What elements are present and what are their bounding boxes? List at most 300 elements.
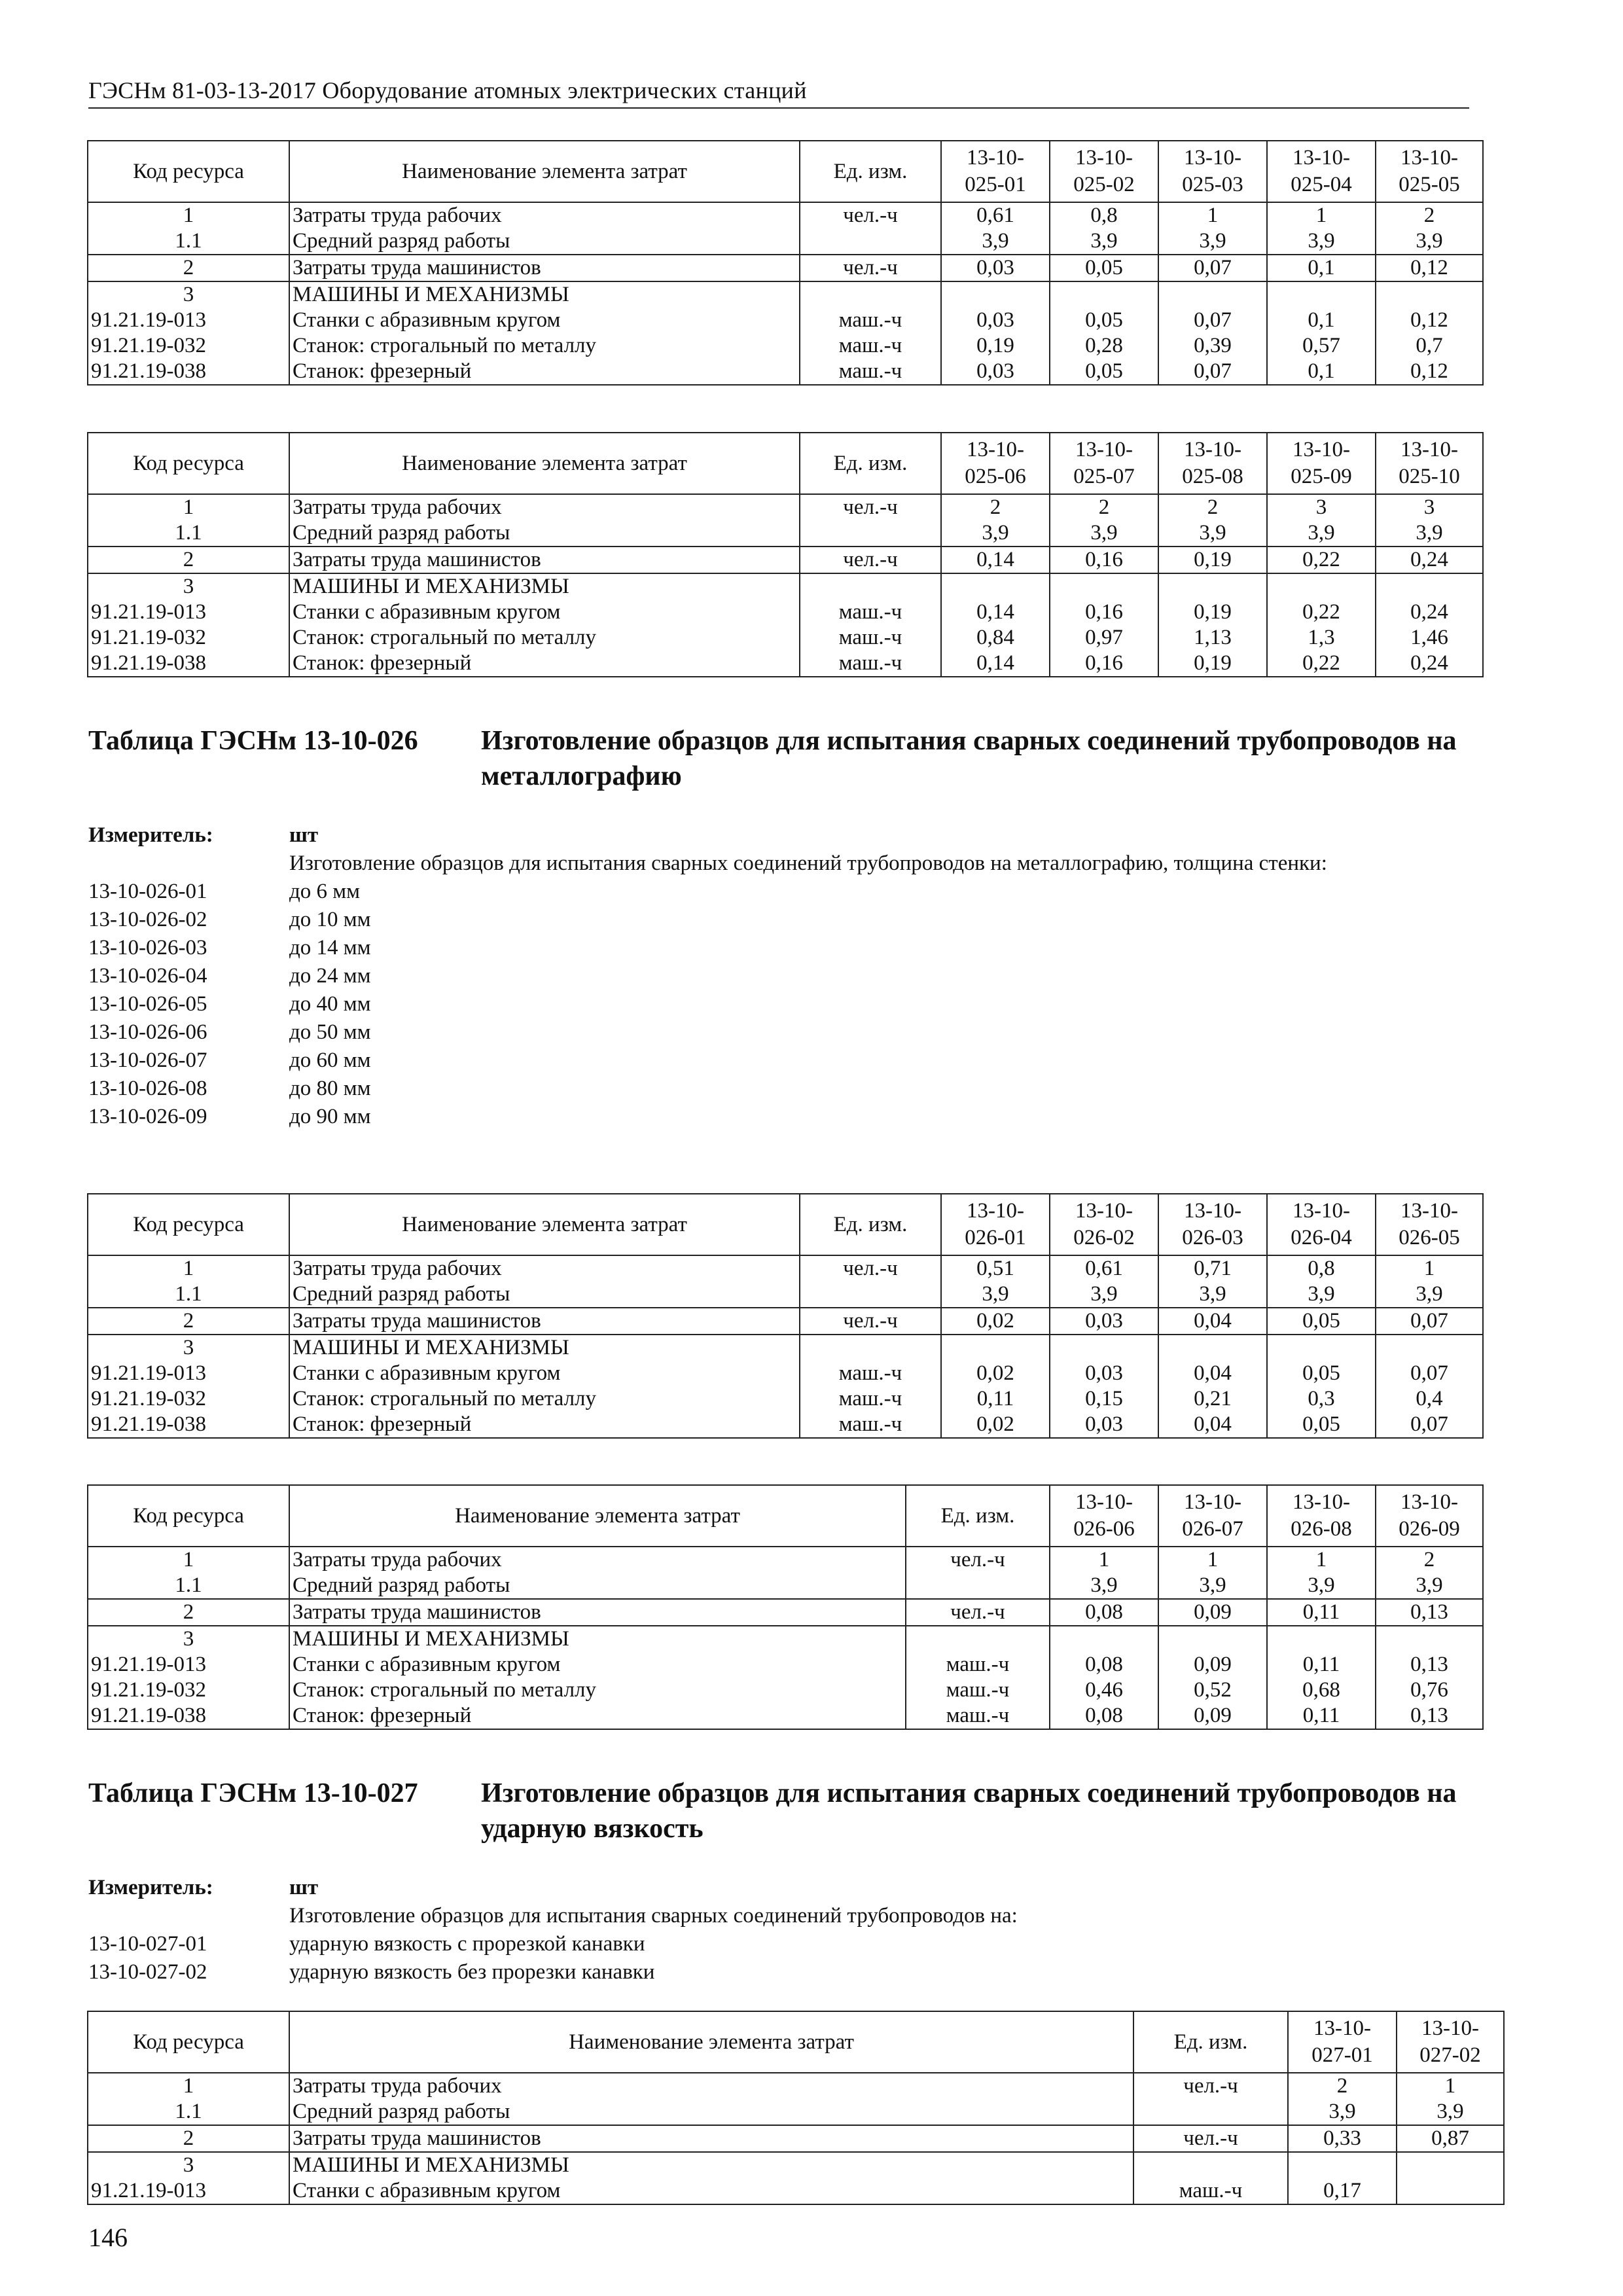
- resource-value: 0,03: [1050, 1361, 1158, 1386]
- table-title-027: [88, 1776, 1469, 1844]
- resource-value: 3,9: [1050, 1573, 1158, 1599]
- resource-name: Затраты труда рабочих: [289, 1255, 800, 1282]
- resource-name: Станки с абразивным кругом: [289, 1652, 906, 1677]
- resource-code: 3: [88, 1626, 289, 1652]
- meter-item-text: до 60 мм: [289, 1049, 371, 1072]
- meter-description: Изготовление образцов для испытания сварных соединений трубопроводов на металлографию, толщина стенки:: [289, 852, 1327, 875]
- header-rate-code: 13-10- 025-05: [1376, 141, 1483, 202]
- resource-value: 0,11: [1267, 1599, 1376, 1626]
- resource-code: 91.21.19-013: [88, 600, 289, 625]
- resource-unit: [906, 1626, 1050, 1652]
- table-row: [88, 1335, 1483, 1361]
- resource-value: 3,9: [1158, 1573, 1267, 1599]
- meter-item-code: 13-10-026-05: [88, 992, 207, 1016]
- resource-code: 3: [88, 1335, 289, 1361]
- meter-item-code: 13-10-026-07: [88, 1049, 207, 1072]
- resource-value: 0,02: [941, 1361, 1050, 1386]
- resource-value: 0,61: [1050, 1255, 1158, 1282]
- resource-value: 0,51: [941, 1255, 1050, 1282]
- resource-unit: маш.-ч: [800, 625, 941, 651]
- resource-value: 0,19: [1158, 600, 1267, 625]
- resource-name: Затраты труда машинистов: [289, 1599, 906, 1626]
- meter-value: шт: [289, 823, 319, 847]
- resource-value: [1267, 1626, 1376, 1652]
- resource-code: 1.1: [88, 1573, 289, 1599]
- resource-code: 2: [88, 1599, 289, 1626]
- resource-value: 0,05: [1050, 359, 1158, 385]
- resource-value: 0,03: [1050, 1308, 1158, 1335]
- resource-value: 3: [1376, 494, 1483, 520]
- header-rate-code: 13-10- 027-01: [1288, 2011, 1397, 2073]
- header-rate-code: 13-10- 026-04: [1267, 1194, 1376, 1255]
- header-unit: Ед. изм.: [800, 141, 941, 202]
- table-row: [88, 651, 1483, 677]
- resource-name: МАШИНЫ И МЕХАНИЗМЫ: [289, 573, 800, 600]
- resource-value: 0,05: [1267, 1412, 1376, 1438]
- resource-name: Станок: фрезерный: [289, 651, 800, 677]
- header-rate-code: 13-10- 025-06: [941, 433, 1050, 494]
- resource-value: 0,4: [1376, 1386, 1483, 1412]
- resource-code: 2: [88, 1308, 289, 1335]
- resource-code: 91.21.19-013: [88, 308, 289, 333]
- resource-value: 0,05: [1267, 1308, 1376, 1335]
- resource-value: 0,13: [1376, 1652, 1483, 1677]
- header-rate-code: 13-10- 026-06: [1050, 1485, 1158, 1547]
- header-rate-code: 13-10- 025-01: [941, 141, 1050, 202]
- resource-name: Станок: строгальный по металлу: [289, 1386, 800, 1412]
- resource-value: [941, 281, 1050, 308]
- resource-unit: [800, 1282, 941, 1308]
- resource-value: 0,08: [1050, 1703, 1158, 1729]
- resource-value: 3,9: [1158, 1282, 1267, 1308]
- resource-name: Средний разряд работы: [289, 1573, 906, 1599]
- resource-value: [1267, 1335, 1376, 1361]
- meter-item: [88, 1075, 1476, 1103]
- resource-name: Средний разряд работы: [289, 228, 800, 255]
- resource-value: 0,09: [1158, 1703, 1267, 1729]
- resource-unit: маш.-ч: [800, 1412, 941, 1438]
- resource-code: 91.21.19-038: [88, 359, 289, 385]
- meter-label: Измеритель:: [88, 823, 213, 847]
- resource-name: Затраты труда рабочих: [289, 1547, 906, 1573]
- meter-item-code: 13-10-026-06: [88, 1020, 207, 1044]
- resource-value: [1376, 573, 1483, 600]
- header-rate-code: 13-10- 026-03: [1158, 1194, 1267, 1255]
- resource-value: 0,02: [941, 1308, 1050, 1335]
- resource-name: Станки с абразивным кругом: [289, 308, 800, 333]
- resource-unit: маш.-ч: [1133, 2178, 1288, 2204]
- resource-value: 2: [1376, 1547, 1483, 1573]
- table-row: [88, 1652, 1483, 1677]
- resource-code: 1: [88, 202, 289, 228]
- resource-value: 0,12: [1376, 359, 1483, 385]
- table-row: [88, 1361, 1483, 1386]
- table-title-026: [88, 723, 1469, 791]
- header-code: Код ресурса: [88, 1485, 289, 1547]
- resource-value: 1,3: [1267, 625, 1376, 651]
- resource-code: 91.21.19-032: [88, 1386, 289, 1412]
- table-row: [88, 1547, 1483, 1573]
- resource-value: 0,1: [1267, 308, 1376, 333]
- resource-name: Станок: строгальный по металлу: [289, 333, 800, 359]
- resource-value: 3,9: [1267, 1573, 1376, 1599]
- resource-unit: чел.-ч: [800, 1255, 941, 1282]
- table-label: Таблица ГЭСНм 13-10-027: [88, 1778, 418, 1808]
- table-heading: Изготовление образцов для испытания сварных соединений трубопроводов на ударную вязкость: [481, 1778, 1457, 1844]
- resource-value: 3: [1267, 494, 1376, 520]
- resource-code: 1: [88, 494, 289, 520]
- header-name: Наименование элемента затрат: [289, 433, 800, 494]
- resource-value: 0,39: [1158, 333, 1267, 359]
- resource-code: 91.21.19-038: [88, 651, 289, 677]
- header-code: Код ресурса: [88, 1194, 289, 1255]
- resource-value: 0,05: [1050, 308, 1158, 333]
- meter-item-text: до 80 мм: [289, 1077, 371, 1100]
- header-rate-code: 13-10- 025-07: [1050, 433, 1158, 494]
- resource-value: 3,9: [1376, 1282, 1483, 1308]
- resource-value: 0,03: [1050, 1412, 1158, 1438]
- table-row: [88, 2178, 1504, 2204]
- resource-value: 0,12: [1376, 308, 1483, 333]
- resource-value: 0,22: [1267, 651, 1376, 677]
- table-row: [88, 547, 1483, 573]
- header-rate-code: 13-10- 026-01: [941, 1194, 1050, 1255]
- resource-value: [1158, 573, 1267, 600]
- resource-value: 0,14: [941, 547, 1050, 573]
- meter-item-text: ударную вязкость без прорезки канавки: [289, 1960, 655, 1984]
- header-rate-code: 13-10- 026-05: [1376, 1194, 1483, 1255]
- resource-code: 91.21.19-013: [88, 2178, 289, 2204]
- resource-value: 1: [1050, 1547, 1158, 1573]
- resource-value: 0,1: [1267, 359, 1376, 385]
- resource-value: [1376, 1335, 1483, 1361]
- resource-value: 0,76: [1376, 1677, 1483, 1703]
- table-row: [88, 281, 1483, 308]
- resource-name: Станки с абразивным кругом: [289, 600, 800, 625]
- table-header-row: [88, 141, 1483, 202]
- resource-value: 0,24: [1376, 600, 1483, 625]
- meter-value: шт: [289, 1876, 319, 1899]
- resource-value: [1158, 1626, 1267, 1652]
- resource-value: 0,13: [1376, 1703, 1483, 1729]
- resource-unit: чел.-ч: [800, 202, 941, 228]
- resource-name: Затраты труда машинистов: [289, 255, 800, 281]
- meter-item-text: до 90 мм: [289, 1105, 371, 1128]
- resource-value: 0,97: [1050, 625, 1158, 651]
- resource-value: 0,04: [1158, 1412, 1267, 1438]
- resource-value: 0,16: [1050, 547, 1158, 573]
- resource-name: Станки с абразивным кругом: [289, 1361, 800, 1386]
- resource-unit: чел.-ч: [906, 1547, 1050, 1573]
- resource-unit: чел.-ч: [1133, 2073, 1288, 2099]
- table-row: [88, 1626, 1483, 1652]
- table-row: [88, 1703, 1483, 1729]
- resource-value: 1: [1158, 1547, 1267, 1573]
- resource-value: 3,9: [1376, 1573, 1483, 1599]
- header-rate-code: 13-10- 025-04: [1267, 141, 1376, 202]
- resource-value: 0,33: [1288, 2125, 1397, 2152]
- resource-value: 3,9: [1376, 520, 1483, 547]
- resource-unit: [1133, 2152, 1288, 2178]
- resource-unit: маш.-ч: [906, 1652, 1050, 1677]
- resource-unit: маш.-ч: [906, 1703, 1050, 1729]
- resource-code: 1.1: [88, 228, 289, 255]
- resource-value: 0,14: [941, 600, 1050, 625]
- resource-unit: [906, 1573, 1050, 1599]
- resource-value: 0,68: [1267, 1677, 1376, 1703]
- resource-value: [1376, 1626, 1483, 1652]
- resource-value: 0,12: [1376, 255, 1483, 281]
- resource-value: 1,13: [1158, 625, 1267, 651]
- resource-name: Затраты труда машинистов: [289, 547, 800, 573]
- resource-value: 0,07: [1158, 255, 1267, 281]
- resource-name: Затраты труда машинистов: [289, 1308, 800, 1335]
- resource-value: 0,07: [1376, 1412, 1483, 1438]
- resource-unit: [800, 573, 941, 600]
- resource-code: 1: [88, 1547, 289, 1573]
- meter-item: [88, 1103, 1476, 1131]
- resource-value: 0,3: [1267, 1386, 1376, 1412]
- resource-unit: чел.-ч: [1133, 2125, 1288, 2152]
- meter-item: [88, 934, 1476, 962]
- resource-value: 0,08: [1050, 1652, 1158, 1677]
- meter-description: Изготовление образцов для испытания сварных соединений трубопроводов на:: [289, 1904, 1018, 1928]
- resource-value: [941, 1335, 1050, 1361]
- resource-code: 91.21.19-032: [88, 333, 289, 359]
- resource-value: 1: [1397, 2073, 1504, 2099]
- resource-unit: [800, 228, 941, 255]
- resource-value: 0,16: [1050, 651, 1158, 677]
- resource-value: 3,9: [1050, 1282, 1158, 1308]
- meter-item: [88, 1047, 1476, 1075]
- meter-item-text: до 14 мм: [289, 936, 371, 960]
- resource-value: 0,11: [1267, 1652, 1376, 1677]
- resource-value: [1050, 1626, 1158, 1652]
- meter-item-code: 13-10-026-09: [88, 1105, 207, 1128]
- resource-unit: чел.-ч: [800, 547, 941, 573]
- resource-value: 0,16: [1050, 600, 1158, 625]
- resource-value: [1376, 281, 1483, 308]
- resource-name: Станок: фрезерный: [289, 359, 800, 385]
- meter-item-code: 13-10-027-01: [88, 1932, 207, 1956]
- resource-name: МАШИНЫ И МЕХАНИЗМЫ: [289, 1335, 800, 1361]
- resource-unit: маш.-ч: [800, 333, 941, 359]
- resource-code: 91.21.19-032: [88, 1677, 289, 1703]
- meter-item: [88, 878, 1476, 906]
- table-row: [88, 1573, 1483, 1599]
- resource-value: 0,15: [1050, 1386, 1158, 1412]
- resource-name: Затраты труда рабочих: [289, 2073, 1133, 2099]
- resource-name: Средний разряд работы: [289, 1282, 800, 1308]
- table-label: Таблица ГЭСНм 13-10-026: [88, 726, 418, 756]
- resource-value: 0,19: [941, 333, 1050, 359]
- resource-name: Средний разряд работы: [289, 520, 800, 547]
- resource-code: 3: [88, 281, 289, 308]
- resource-unit: [800, 1335, 941, 1361]
- meter-item-code: 13-10-026-04: [88, 964, 207, 988]
- resource-unit: маш.-ч: [800, 600, 941, 625]
- table-row: [88, 600, 1483, 625]
- resource-table-025-01-05: [87, 140, 1484, 386]
- resource-table-026-06-09: [87, 1484, 1484, 1730]
- resource-unit: [800, 520, 941, 547]
- resource-value: 1: [1376, 1255, 1483, 1282]
- header-rate-code: 13-10- 027-02: [1397, 2011, 1504, 2073]
- table-row: [88, 2152, 1504, 2178]
- meter-item-text: ударную вязкость с прорезкой канавки: [289, 1932, 645, 1956]
- meter-items: [88, 1930, 1476, 1986]
- header-name: Наименование элемента затрат: [289, 2011, 1133, 2073]
- resource-value: 0,87: [1397, 2125, 1504, 2152]
- meter-item-text: до 10 мм: [289, 908, 371, 931]
- resource-value: 0,57: [1267, 333, 1376, 359]
- resource-value: 0,24: [1376, 651, 1483, 677]
- resource-name: МАШИНЫ И МЕХАНИЗМЫ: [289, 281, 800, 308]
- table-row: [88, 1386, 1483, 1412]
- resource-value: 2: [1050, 494, 1158, 520]
- resource-value: 1,46: [1376, 625, 1483, 651]
- table-row: [88, 573, 1483, 600]
- resource-value: 1: [1267, 202, 1376, 228]
- resource-value: 3,9: [1158, 520, 1267, 547]
- resource-unit: чел.-ч: [906, 1599, 1050, 1626]
- resource-value: [1397, 2152, 1504, 2178]
- resource-value: 0,05: [1050, 255, 1158, 281]
- resource-code: 1.1: [88, 1282, 289, 1308]
- header-unit: Ед. изм.: [906, 1485, 1050, 1547]
- meter-block-026: [88, 821, 1476, 1131]
- resource-value: 3,9: [1050, 520, 1158, 547]
- resource-value: 3,9: [1397, 2099, 1504, 2125]
- resource-value: 0,09: [1158, 1652, 1267, 1677]
- header-unit: Ед. изм.: [800, 433, 941, 494]
- header-name: Наименование элемента затрат: [289, 1485, 906, 1547]
- resource-value: 2: [1376, 202, 1483, 228]
- resource-unit: чел.-ч: [800, 1308, 941, 1335]
- header-code: Код ресурса: [88, 141, 289, 202]
- resource-unit: маш.-ч: [906, 1677, 1050, 1703]
- resource-code: 91.21.19-038: [88, 1703, 289, 1729]
- resource-unit: маш.-ч: [800, 308, 941, 333]
- page-header: ГЭСНм 81-03-13-2017 Оборудование атомных электрических станций: [88, 76, 1469, 109]
- resource-value: 2: [941, 494, 1050, 520]
- resource-name: Станок: строгальный по металлу: [289, 1677, 906, 1703]
- header-rate-code: 13-10- 026-02: [1050, 1194, 1158, 1255]
- resource-value: 0,03: [941, 308, 1050, 333]
- resource-value: 0,22: [1267, 600, 1376, 625]
- resource-value: [1267, 573, 1376, 600]
- resource-code: 91.21.19-038: [88, 1412, 289, 1438]
- meter-item-text: до 40 мм: [289, 992, 371, 1016]
- resource-value: 0,03: [941, 255, 1050, 281]
- resource-value: 3,9: [1158, 228, 1267, 255]
- resource-value: 0,61: [941, 202, 1050, 228]
- table-row: [88, 1255, 1483, 1282]
- resource-value: 0,11: [941, 1386, 1050, 1412]
- resource-table-027: [87, 2011, 1505, 2205]
- table-row: [88, 333, 1483, 359]
- header-rate-code: 13-10- 026-08: [1267, 1485, 1376, 1547]
- meter-label: Измеритель:: [88, 1876, 213, 1899]
- resource-value: 2: [1158, 494, 1267, 520]
- resource-value: [1267, 281, 1376, 308]
- header-rate-code: 13-10- 025-08: [1158, 433, 1267, 494]
- meter-item: [88, 906, 1476, 934]
- resource-value: [1158, 281, 1267, 308]
- resource-code: 2: [88, 2125, 289, 2152]
- resource-value: [1288, 2152, 1397, 2178]
- resource-value: 1: [1267, 1547, 1376, 1573]
- resource-value: 0,04: [1158, 1361, 1267, 1386]
- resource-value: 0,13: [1376, 1599, 1483, 1626]
- header-rate-code: 13-10- 025-09: [1267, 433, 1376, 494]
- resource-name: Станок: фрезерный: [289, 1703, 906, 1729]
- resource-value: [941, 573, 1050, 600]
- meter-item: [88, 1930, 1476, 1958]
- table-row: [88, 202, 1483, 228]
- page-number: 146: [88, 2223, 128, 2252]
- resource-value: 0,07: [1158, 308, 1267, 333]
- resource-value: 0,04: [1158, 1308, 1267, 1335]
- table-row: [88, 1677, 1483, 1703]
- resource-table-025-06-10: [87, 432, 1484, 677]
- table-row: [88, 1412, 1483, 1438]
- resource-unit: чел.-ч: [800, 494, 941, 520]
- resource-value: 0,19: [1158, 547, 1267, 573]
- resource-value: 3,9: [941, 520, 1050, 547]
- resource-value: 3,9: [1267, 1282, 1376, 1308]
- meter-item: [88, 1958, 1476, 1986]
- header-name: Наименование элемента затрат: [289, 1194, 800, 1255]
- table-header-row: [88, 1194, 1483, 1255]
- table-row: [88, 1599, 1483, 1626]
- header-rate-code: 13-10- 025-10: [1376, 433, 1483, 494]
- table-row: [88, 2073, 1504, 2099]
- resource-value: 3,9: [1267, 228, 1376, 255]
- header-name: Наименование элемента затрат: [289, 141, 800, 202]
- resource-value: 3,9: [1376, 228, 1483, 255]
- meter-item-text: до 50 мм: [289, 1020, 371, 1044]
- table-header-row: [88, 1485, 1483, 1547]
- resource-code: 91.21.19-013: [88, 1361, 289, 1386]
- resource-value: [1050, 281, 1158, 308]
- resource-value: [1397, 2178, 1504, 2204]
- resource-value: 0,17: [1288, 2178, 1397, 2204]
- table-row: [88, 2125, 1504, 2152]
- meter-item-code: 13-10-027-02: [88, 1960, 207, 1984]
- meter-items: [88, 878, 1476, 1131]
- resource-value: 0,46: [1050, 1677, 1158, 1703]
- meter-item-text: до 24 мм: [289, 964, 371, 988]
- resource-value: 0,08: [1050, 1599, 1158, 1626]
- resource-value: [1158, 1335, 1267, 1361]
- resource-code: 1: [88, 1255, 289, 1282]
- resource-value: 3,9: [1050, 228, 1158, 255]
- meter-item: [88, 962, 1476, 990]
- resource-value: 1: [1158, 202, 1267, 228]
- resource-value: 0,19: [1158, 651, 1267, 677]
- table-row: [88, 228, 1483, 255]
- resource-value: 3,9: [1267, 520, 1376, 547]
- resource-value: 0,8: [1267, 1255, 1376, 1282]
- resource-value: 0,07: [1158, 359, 1267, 385]
- header-rate-code: 13-10- 025-02: [1050, 141, 1158, 202]
- resource-value: 2: [1288, 2073, 1397, 2099]
- resource-value: 0,84: [941, 625, 1050, 651]
- resource-code: 1: [88, 2073, 289, 2099]
- resource-code: 2: [88, 255, 289, 281]
- table-row: [88, 1308, 1483, 1335]
